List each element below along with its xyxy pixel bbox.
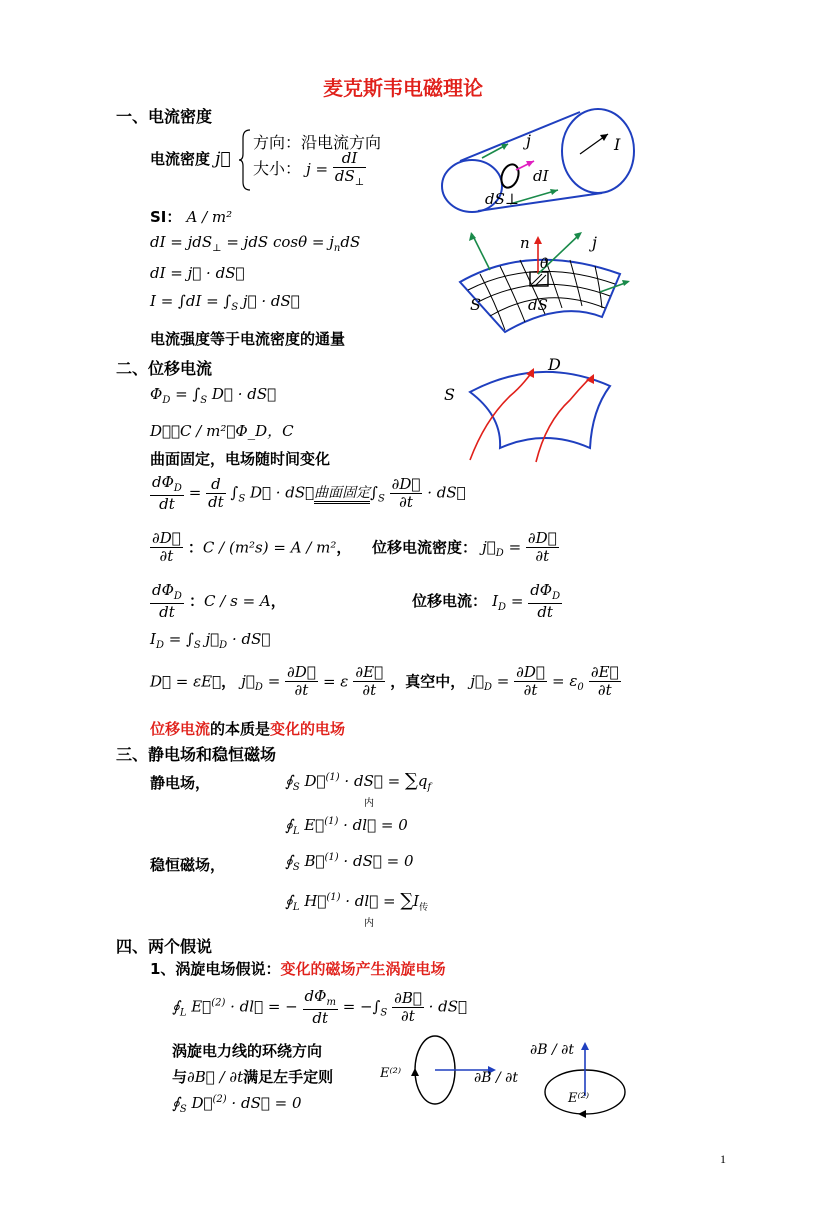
- steady-field-label: 稳恒磁场，: [150, 856, 226, 874]
- formula-dDdt-unit: $\frac{\partial D⃗}{\partial t}$ ：C / (m²s) = A / m²，: [152, 529, 352, 566]
- section-1-heading: 一、电流密度: [116, 107, 213, 126]
- vortex-line-text-a: 涡旋电力线的环绕方向: [172, 1042, 323, 1060]
- page-title: 麦克斯韦电磁理论: [323, 76, 483, 100]
- inner-subscript-2: 内: [364, 918, 374, 929]
- page-number: 1: [720, 1152, 726, 1166]
- flux-statement: 电流强度等于电流密度的通量: [150, 330, 346, 348]
- formula-dI: dI = jdS$_\perp$ = jdS $\cos\theta = j_ndS$: [150, 233, 361, 254]
- label-dS2: dS: [528, 296, 548, 314]
- displacement-current: 位移电流： $I_D$ = $\frac{d\Phi_D}{dt}$: [412, 581, 561, 621]
- formula-gauss-D2: $∮_S$ D⃗$^{(2)}$ · dS⃗ = 0: [172, 1094, 302, 1115]
- label-D: D: [548, 355, 561, 374]
- si-unit: SI： A / m²: [150, 208, 233, 226]
- label-theta: θ: [540, 256, 549, 272]
- label-j: j: [526, 131, 531, 150]
- label-dBdt-right: ∂B / ∂t: [530, 1042, 575, 1058]
- essence-statement: 位移电流的本质是变化的电场: [150, 720, 346, 738]
- hypothesis-1: 1、涡旋电场假说：变化的磁场产生涡旋电场: [150, 960, 446, 978]
- displacement-surface-figure: [440, 350, 620, 468]
- displacement-current-density: 位移电流密度： $j⃗_D$ = $\frac{\partial D⃗}{\partial t}$: [372, 529, 557, 566]
- label-I: I: [614, 135, 621, 154]
- label-S3: S: [444, 385, 455, 404]
- formula-ampere-H: $∮_L$ H⃗$^{(1)}$ · dl⃗ = $\sum I_传$: [285, 890, 429, 913]
- label-E2-right: E⁽²⁾: [568, 1091, 590, 1106]
- formula-ID-integral: $I_D = \int_S$ $j⃗_D$ · dS⃗: [150, 630, 271, 651]
- formula-I-integral: $I = \int dI = \int_S$ j⃗ · dS⃗: [150, 292, 300, 313]
- formula-faraday: $∮_L$ E⃗$^{(2)}$ · dl⃗ = − $\frac{d\Phi_m}{dt}$ = $-\int_S$ $\frac{\partial B⃗}{\partial t}$ · dS⃗: [172, 987, 468, 1027]
- formula-dphi-unit: $\frac{d\Phi_D}{dt}$ ：C / s = A，: [152, 581, 286, 621]
- formula-dphiD-dt: $\frac{d\Phi_D}{dt}$ = $\frac{d}{dt}$ $\int_S$ D⃗ · dS⃗曲面固定$\int_S$ $\frac{\partial D⃗}{\partial t}$ · dS⃗: [152, 473, 466, 513]
- label-dI: dI: [533, 167, 549, 185]
- current-density-label: 电流密度: [150, 150, 211, 168]
- section-3-heading: 三、静电场和稳恒磁场: [116, 745, 277, 764]
- section-2-heading: 二、位移电流: [116, 359, 213, 378]
- label-E2-left: E⁽²⁾: [380, 1066, 402, 1081]
- current-tube-figure: [430, 106, 640, 216]
- formula-phiD: $\Phi_D = \int_S$ D⃗ · dS⃗: [150, 385, 277, 406]
- formula-loop-E: $∮_L$ E⃗$^{(1)}$ · dl⃗ = 0: [285, 816, 408, 837]
- static-field-label: 静电场，: [150, 774, 211, 792]
- section-4-heading: 四、两个假说: [116, 937, 213, 956]
- direction-text: 方向：沿电流方向: [253, 133, 382, 152]
- brace-icon: [238, 128, 252, 192]
- label-n: n: [520, 234, 530, 252]
- magnitude-formula: 大小： j = $\frac{dI}{dS_\perp}$: [253, 149, 365, 189]
- label-j2: j: [592, 233, 597, 252]
- current-density-definition: 电流密度 j⃗: [150, 149, 231, 169]
- surface-flux-figure: [450, 222, 650, 342]
- vortex-line-text-b: 与∂B⃗ / ∂t满足左手定则: [172, 1068, 334, 1086]
- label-S: S: [470, 295, 481, 314]
- formula-gauss-D: $∮_S$ D⃗$^{(1)}$ · dS⃗ = $\sum q_f$: [285, 770, 432, 793]
- formula-gauss-B: $∮_S$ B⃗$^{(1)}$ · dS⃗ = 0: [285, 852, 414, 873]
- label-dBdt-left: ∂B / ∂t: [474, 1070, 519, 1086]
- formula-dI-dot: dI = j⃗ · dS⃗: [150, 264, 245, 282]
- units-line: D⃗，C / m²；Φ_D，C: [150, 422, 294, 440]
- inner-subscript-1: 内: [364, 798, 374, 809]
- surface-fixed-text: 曲面固定，电场随时间变化: [150, 450, 331, 468]
- left-hand-rule-figure: [380, 1030, 640, 1120]
- formula-D-epsilon: D⃗ = εE⃗， $j⃗_D$ = $\frac{\partial D⃗}{\partial t}$ = ε $\frac{\partial E⃗}{\partial t}$ ，真空中， $j⃗_D$ = $\frac{\partial D⃗}{\partial t}$ = $\varepsilon_0$ $\frac{\partial E⃗}{\partial t}$: [150, 663, 619, 700]
- label-dS: dS⊥: [485, 190, 519, 208]
